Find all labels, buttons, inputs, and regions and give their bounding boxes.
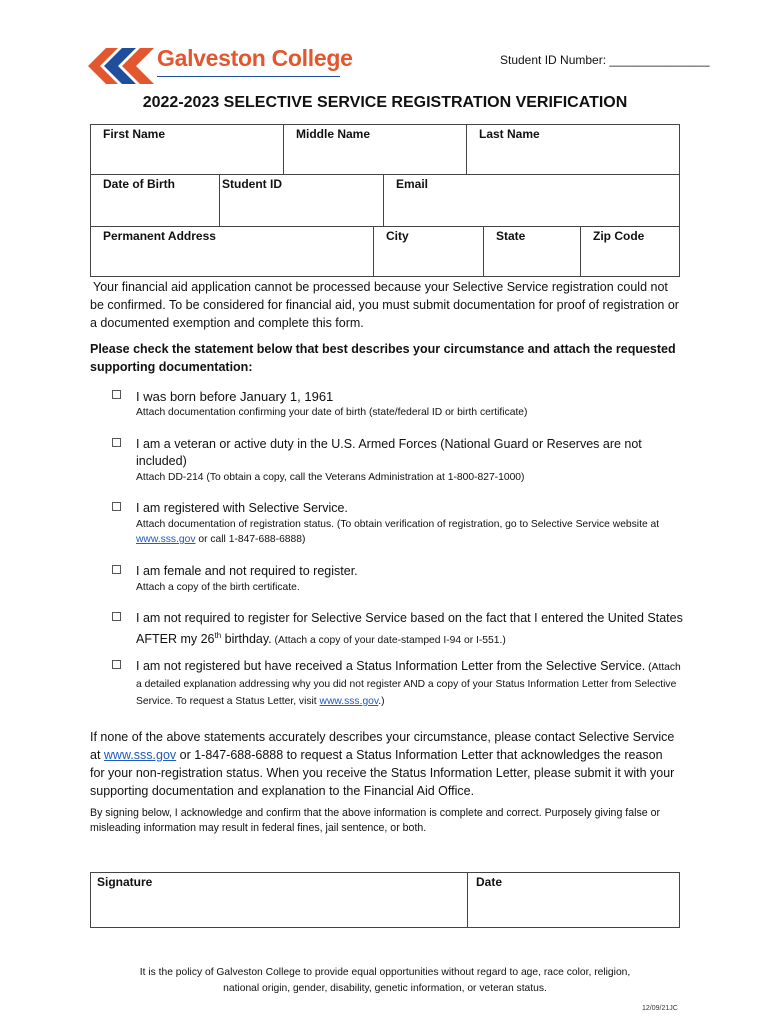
signature-field[interactable]	[91, 873, 468, 927]
college-logo-icon	[88, 44, 158, 88]
middle-name-label: Middle Name	[296, 127, 371, 141]
email-label: Email	[396, 177, 429, 191]
last-name-label: Last Name	[479, 127, 540, 141]
signature-table	[90, 872, 680, 928]
page-title: 2022-2023 SELECTIVE SERVICE REGISTRATION VERIFICATION	[142, 94, 628, 111]
date-field[interactable]	[468, 873, 679, 927]
instruction-paragraph: Please check the statement below that best describes your circumstance and attach the requested supporting documentation:	[90, 342, 676, 374]
option-label: I am female and not required to register.	[136, 564, 358, 578]
revision-code: 12/09/21JC	[642, 1005, 678, 1012]
first-name-label: First Name	[103, 127, 166, 141]
middle-name-field[interactable]	[284, 125, 467, 175]
checkbox[interactable]	[112, 565, 121, 574]
option-label: I am a veteran or active duty in the U.S. Armed Forces (National Guard or Reserves are not included)	[136, 437, 642, 468]
signature-label: Signature	[97, 875, 153, 889]
option-note: Attach documentation confirming your date of birth (state/federal ID or birth certificate)	[136, 407, 528, 418]
policy-footer	[0, 965, 770, 997]
zip-label: Zip Code	[593, 229, 645, 243]
option-note: Attach documentation of registration status. (To obtain verification of registration, go to Selective Service website at www.sss.gov or call 1-847-688-6888)	[136, 519, 660, 545]
student-id-label: Student ID	[222, 177, 282, 191]
checkbox[interactable]	[112, 390, 121, 399]
college-name: Galveston College	[157, 45, 353, 71]
option-label: I was born before January 1, 1961	[136, 389, 334, 404]
logo-rule	[157, 76, 340, 77]
option-note: Attach DD-214 (To obtain a copy, call the Veterans Administration at 1-800-827-1000)	[136, 472, 525, 483]
student-info-table	[90, 124, 680, 277]
option-label: I am not required to register for Selective Service based on the fact that I entered the United States AFTER my 26th birthday. (Attach a copy of your date-stamped I-94 or I-551.)	[136, 611, 683, 647]
policy-line-1: It is the policy of Galveston College to provide equal opportunities without regard to age, race color, religion,	[139, 967, 631, 978]
email-field[interactable]	[384, 175, 679, 227]
option-label: I am not registered but have received a Status Information Letter from the Selective Service. (Attach a detailed explanation addressing why you did not register AND a copy of your Status Information Letter from Selective Service. To request a Status Letter, visit www.sss.gov.)	[136, 659, 681, 707]
state-field[interactable]	[484, 227, 581, 276]
city-label: City	[386, 229, 409, 243]
first-name-field[interactable]	[91, 125, 284, 175]
dob-field[interactable]	[91, 175, 220, 227]
checkbox[interactable]	[112, 660, 121, 669]
option-note: (Attach a copy of your date-stamped I-94 or I-551.)	[271, 635, 506, 647]
sss-link[interactable]: www.sss.gov	[103, 748, 177, 762]
checkbox[interactable]	[112, 438, 121, 447]
none-above-paragraph: If none of the above statements accurately describes your circumstance, please contact Selective Service at www.sss.gov or 1-847-688-6888 to request a Status Information Letter that acknowledges the reason for your non-registration status. When you receive the Status Information Letter, please submit it with your supporting documentation and explanation to the Financial Aid Office.	[90, 730, 675, 798]
checkbox[interactable]	[112, 502, 121, 511]
student-id-field[interactable]	[220, 175, 384, 227]
intro-paragraph: Your financial aid application cannot be processed because your Selective Service registration could not be confirmed. To be considered for financial aid, you must submit documentation for proof of registration or a documented exemption and complete this form.	[90, 280, 679, 330]
city-field[interactable]	[374, 227, 484, 276]
date-label: Date	[476, 875, 503, 889]
address-label: Permanent Address	[103, 229, 216, 243]
student-id-number-field[interactable]: Student ID Number: _______________	[500, 53, 710, 67]
state-label: State	[496, 229, 526, 243]
acknowledgement-paragraph: By signing below, I acknowledge and confirm that the above information is complete and correct. Purposely giving false or misleading information may result in federal fines, jail sentence, or both.	[90, 807, 661, 834]
policy-line-2: national origin, gender, disability, genetic information, or veteran status.	[223, 983, 547, 994]
sss-link[interactable]: www.sss.gov	[319, 696, 379, 707]
option-label: I am registered with Selective Service.	[136, 501, 348, 515]
address-field[interactable]	[91, 227, 374, 276]
last-name-field[interactable]	[467, 125, 679, 175]
sss-link[interactable]: www.sss.gov	[136, 534, 196, 545]
option-note: (Attach a detailed explanation addressing why you did not register AND a copy of your Status Information Letter from Selective Service. To request a Status Letter, visit www.sss.gov.)	[136, 662, 681, 707]
dob-label: Date of Birth	[103, 177, 175, 191]
checkbox[interactable]	[112, 612, 121, 621]
option-note: Attach a copy of the birth certificate.	[136, 582, 300, 593]
zip-field[interactable]	[581, 227, 679, 276]
